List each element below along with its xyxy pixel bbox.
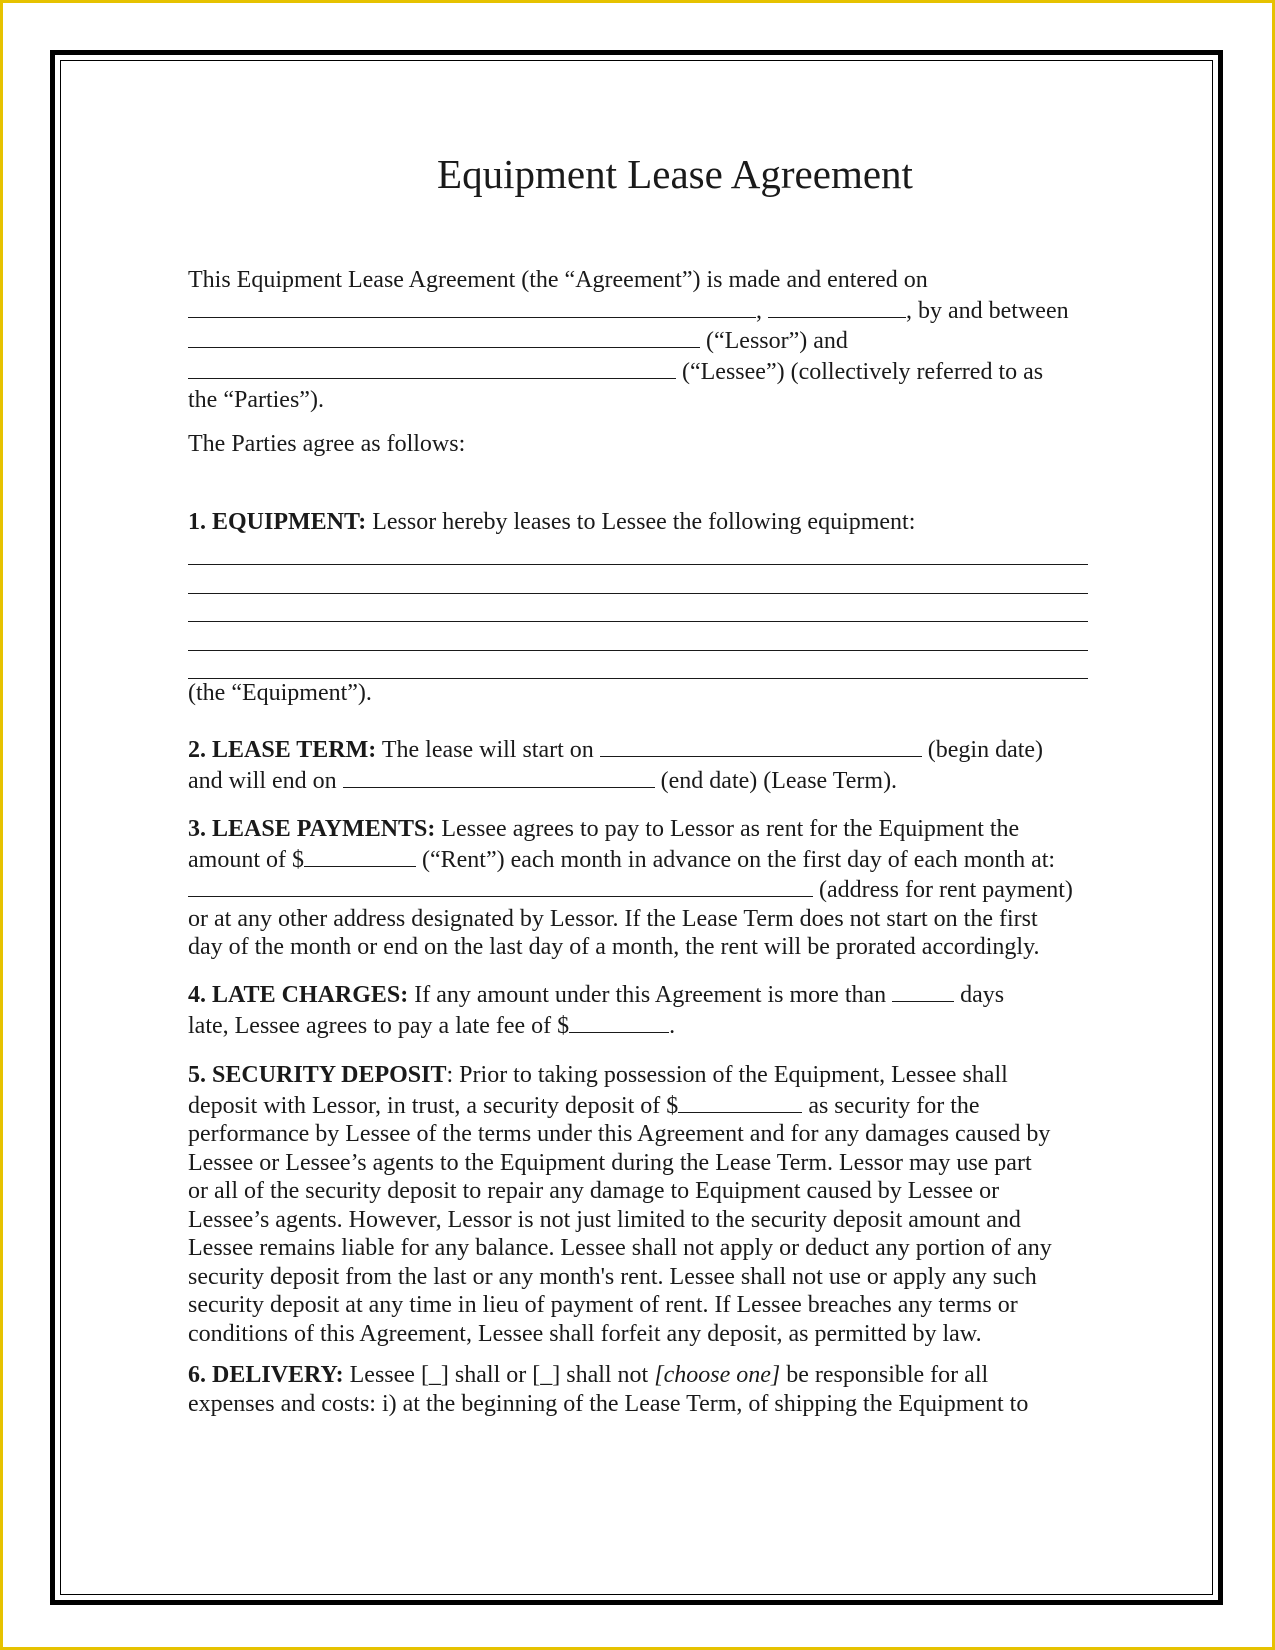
s6-l1a: Lessee [_] shall or [_] shall not [343, 1362, 655, 1388]
s3-line-4: or at any other address designated by Lessor. If the Lease Term does not start on the first [188, 905, 1038, 932]
s1-closing: (the “Equipment”). [188, 680, 372, 706]
s5-line-9: security deposit at any time in lieu of payment of rent. If Lessee breaches any terms or [188, 1292, 1018, 1318]
equipment-blank-line-5[interactable] [188, 651, 1088, 680]
s3-line-5: day of the month or end on the last day of a month, the rent will be prorated accordingly. [188, 934, 1040, 960]
s2-l2b: (end date) (Lease Term). [654, 767, 898, 794]
s2-l1b: (begin date) [921, 737, 1044, 763]
s6-l1b: be responsible for all [780, 1362, 989, 1388]
s5-l2a: deposit with Lessor, in trust, a security deposit of $ [188, 1092, 679, 1119]
section-late-charges [188, 979, 1088, 1040]
section-lease-payments [188, 815, 1088, 962]
s2-line-2 [188, 765, 1088, 796]
agree-line: The Parties agree as follows: [188, 431, 466, 457]
s6-line-2: expenses and costs: i) at the beginning of the Lease Term, of shipping the Equipment to [188, 1390, 1029, 1417]
intro-line-1: This Equipment Lease Agreement (the “Agreement”) is made and entered on [188, 267, 928, 293]
s5-l1: : Prior to taking possession of the Equipment, Lessee shall [446, 1062, 1008, 1088]
late-days-blank[interactable] [892, 979, 954, 1002]
date-blank[interactable] [188, 295, 756, 318]
intro-line-3 [188, 325, 1088, 356]
intro-line-4 [188, 356, 1088, 387]
s5-line-6: Lessee’s agents. However, Lessor is not just limited to the security deposit amount and [188, 1206, 1021, 1233]
s5-line-2 [188, 1090, 1088, 1121]
s5-line-10: conditions of this Agreement, Lessee shall forfeit any deposit, as permitted by law. [188, 1320, 982, 1347]
equipment-blank-line-1[interactable] [188, 537, 1088, 566]
s3-l1: Lessee agrees to pay to Lessor as rent for the Equipment the [435, 816, 1020, 842]
s3-line-2 [188, 844, 1088, 875]
begin-date-blank[interactable] [600, 734, 922, 757]
section-equipment [188, 508, 1088, 708]
rent-address-blank[interactable] [188, 874, 813, 897]
intro-paragraph [188, 266, 1088, 415]
s4-heading: 4. LATE CHARGES: [188, 982, 409, 1008]
s3-l2b: (“Rent”) each month in advance on the first day of each month at: [415, 846, 1056, 873]
s5-line-7: Lessee remains liable for any balance. Lessee shall not apply or deduct any portion of any [188, 1235, 1052, 1261]
intro-line-2 [188, 295, 1088, 326]
intro-sep: , [756, 297, 762, 324]
late-fee-blank[interactable] [569, 1010, 669, 1033]
lessee-name-blank[interactable] [188, 356, 676, 379]
s4-l1b: days [954, 982, 1005, 1008]
s4-line-1 [188, 979, 1088, 1010]
lessor-label: (“Lessor”) and [706, 328, 848, 354]
s3-line-3 [188, 874, 1088, 905]
end-date-blank[interactable] [343, 765, 655, 788]
s4-l1a: If any amount under this Agreement is more than [408, 982, 893, 1008]
s3-line-1 [188, 815, 1088, 844]
s1-text: Lessor hereby leases to Lessee the following equipment: [366, 509, 916, 535]
lessor-name-blank[interactable] [188, 325, 700, 348]
s3-l2a: amount of $ [188, 846, 304, 873]
document-title: Equipment Lease Agreement [437, 151, 913, 197]
section-delivery [188, 1361, 1088, 1418]
s5-line-1 [188, 1061, 1088, 1090]
s6-choose-one: [choose one] [654, 1362, 781, 1388]
s6-line-1 [188, 1361, 1088, 1390]
intro-line-5: the “Parties”). [188, 387, 324, 413]
s4-line-2 [188, 1010, 1088, 1041]
s5-line-3: performance by Lessee of the terms under this Agreement and for any damages caused by [188, 1121, 1051, 1147]
s2-heading: 2. LEASE TERM: [188, 737, 377, 763]
s5-line-8: security deposit from the last or any month's rent. Lessee shall not use or apply any such [188, 1263, 1037, 1290]
deposit-amount-blank[interactable] [678, 1090, 802, 1113]
s3-l3b: (address for rent payment) [813, 877, 1073, 903]
s6-heading: 6. DELIVERY: [188, 1362, 344, 1388]
s1-line-1 [188, 508, 1088, 537]
s5-l2b: as security for the [802, 1092, 980, 1119]
equipment-blank-line-3[interactable] [188, 594, 1088, 623]
lessee-label: (“Lessee”) (collectively referred to as [682, 358, 1044, 385]
section-security-deposit [188, 1061, 1088, 1348]
section-lease-term [188, 734, 1088, 795]
s2-l1a: The lease will start on [376, 737, 600, 763]
s2-l2a: and will end on [188, 767, 343, 794]
s5-heading: 5. SECURITY DEPOSIT [188, 1062, 447, 1088]
s4-l2a: late, Lessee agrees to pay a late fee of $ [188, 1012, 570, 1039]
intro-line-2-tail: , by and between [906, 297, 1069, 324]
s5-line-4: Lessee or Lessee’s agents to the Equipment during the Lease Term. Lessor may use part [188, 1149, 1032, 1176]
s3-heading: 3. LEASE PAYMENTS: [188, 816, 436, 842]
year-blank[interactable] [768, 295, 906, 318]
s5-line-5: or all of the security deposit to repair any damage to Equipment caused by Lessee or [188, 1178, 1000, 1204]
s1-heading: 1. EQUIPMENT: [188, 509, 367, 535]
s2-line-1 [188, 734, 1088, 765]
equipment-blank-line-2[interactable] [188, 565, 1088, 594]
s4-l2b: . [669, 1012, 676, 1039]
equipment-blank-line-4[interactable] [188, 622, 1088, 651]
rent-amount-blank[interactable] [304, 844, 416, 867]
